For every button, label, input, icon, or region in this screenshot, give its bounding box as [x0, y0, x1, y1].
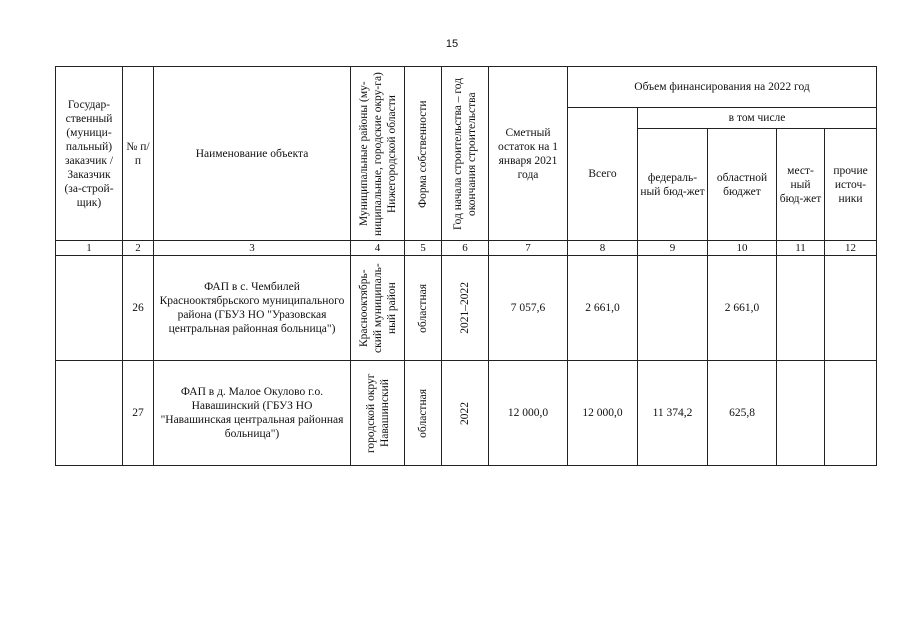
header-years [442, 67, 489, 241]
cell-district-text: городской округ Навашинский [364, 373, 391, 453]
header-ownership [405, 67, 442, 241]
header-customer: Государ-ственный (муници-пальный) заказчик / Заказчик (за-строй-щик) [56, 67, 123, 241]
cell-other [825, 361, 877, 466]
cell-federal: 11 374,2 [638, 361, 708, 466]
cell-years [442, 361, 489, 466]
cell-district-text: Краснооктябрь-ский муниципаль-ный район [357, 263, 398, 353]
cell-num: 27 [123, 361, 154, 466]
cell-total: 2 661,0 [568, 256, 638, 361]
header-federal: федераль-ный бюд-жет [638, 129, 708, 241]
header-num: № п/п [123, 67, 154, 241]
header-ownership-text: Форма собственности [417, 99, 429, 208]
header-other: прочие источ-ники [825, 129, 877, 241]
column-number: 2 [123, 241, 154, 256]
column-number: 7 [489, 241, 568, 256]
financing-table [55, 66, 877, 466]
column-number: 1 [56, 241, 123, 256]
cell-local [777, 361, 825, 466]
column-number: 5 [405, 241, 442, 256]
header-years-text: Год начала строительства – год окончания строительства [452, 77, 478, 230]
cell-years [442, 256, 489, 361]
column-number: 4 [351, 241, 405, 256]
cell-ownership [405, 256, 442, 361]
header-district [351, 67, 405, 241]
column-number: 10 [708, 241, 777, 256]
cell-district [351, 361, 405, 466]
cell-federal [638, 256, 708, 361]
column-number: 9 [638, 241, 708, 256]
header-local: мест-ный бюд-жет [777, 129, 825, 241]
header-name: Наименование объекта [154, 67, 351, 241]
cell-regional: 2 661,0 [708, 256, 777, 361]
cell-num: 26 [123, 256, 154, 361]
cell-customer [56, 256, 123, 361]
page-number: 15 [445, 38, 459, 50]
cell-ownership-text: областная [417, 388, 429, 438]
column-number: 8 [568, 241, 638, 256]
cell-regional: 625,8 [708, 361, 777, 466]
cell-remaining: 7 057,6 [489, 256, 568, 361]
cell-years-text: 2021–2022 [459, 282, 471, 334]
cell-other [825, 256, 877, 361]
cell-remaining: 12 000,0 [489, 361, 568, 466]
header-funding: Объем финансирования на 2022 год [568, 67, 877, 108]
column-number: 6 [442, 241, 489, 256]
header-total: Всего [568, 108, 638, 241]
table-row [56, 361, 877, 466]
cell-total: 12 000,0 [568, 361, 638, 466]
cell-ownership [405, 361, 442, 466]
column-number: 11 [777, 241, 825, 256]
cell-district [351, 256, 405, 361]
header-including: в том числе [638, 108, 877, 129]
column-number: 3 [154, 241, 351, 256]
header-regional: областной бюджет [708, 129, 777, 241]
column-number: 12 [825, 241, 877, 256]
header-district-text: Муниципальные районы (му-ниципальные, городские окру-га) Нижегородской области [357, 71, 398, 236]
header-remaining: Сметный остаток на 1 января 2021 года [489, 67, 568, 241]
cell-name: ФАП в с. Чембилей Краснооктябрьского муниципального района (ГБУЗ НО "Уразовская центральная районная больница") [154, 256, 351, 361]
cell-local [777, 256, 825, 361]
cell-years-text: 2022 [459, 401, 471, 425]
cell-ownership-text: областная [417, 283, 429, 333]
cell-customer [56, 361, 123, 466]
cell-name: ФАП в д. Малое Окулово г.о. Навашинский (ГБУЗ НО "Навашинская центральная районная больница") [154, 361, 351, 466]
table-row [56, 256, 877, 361]
